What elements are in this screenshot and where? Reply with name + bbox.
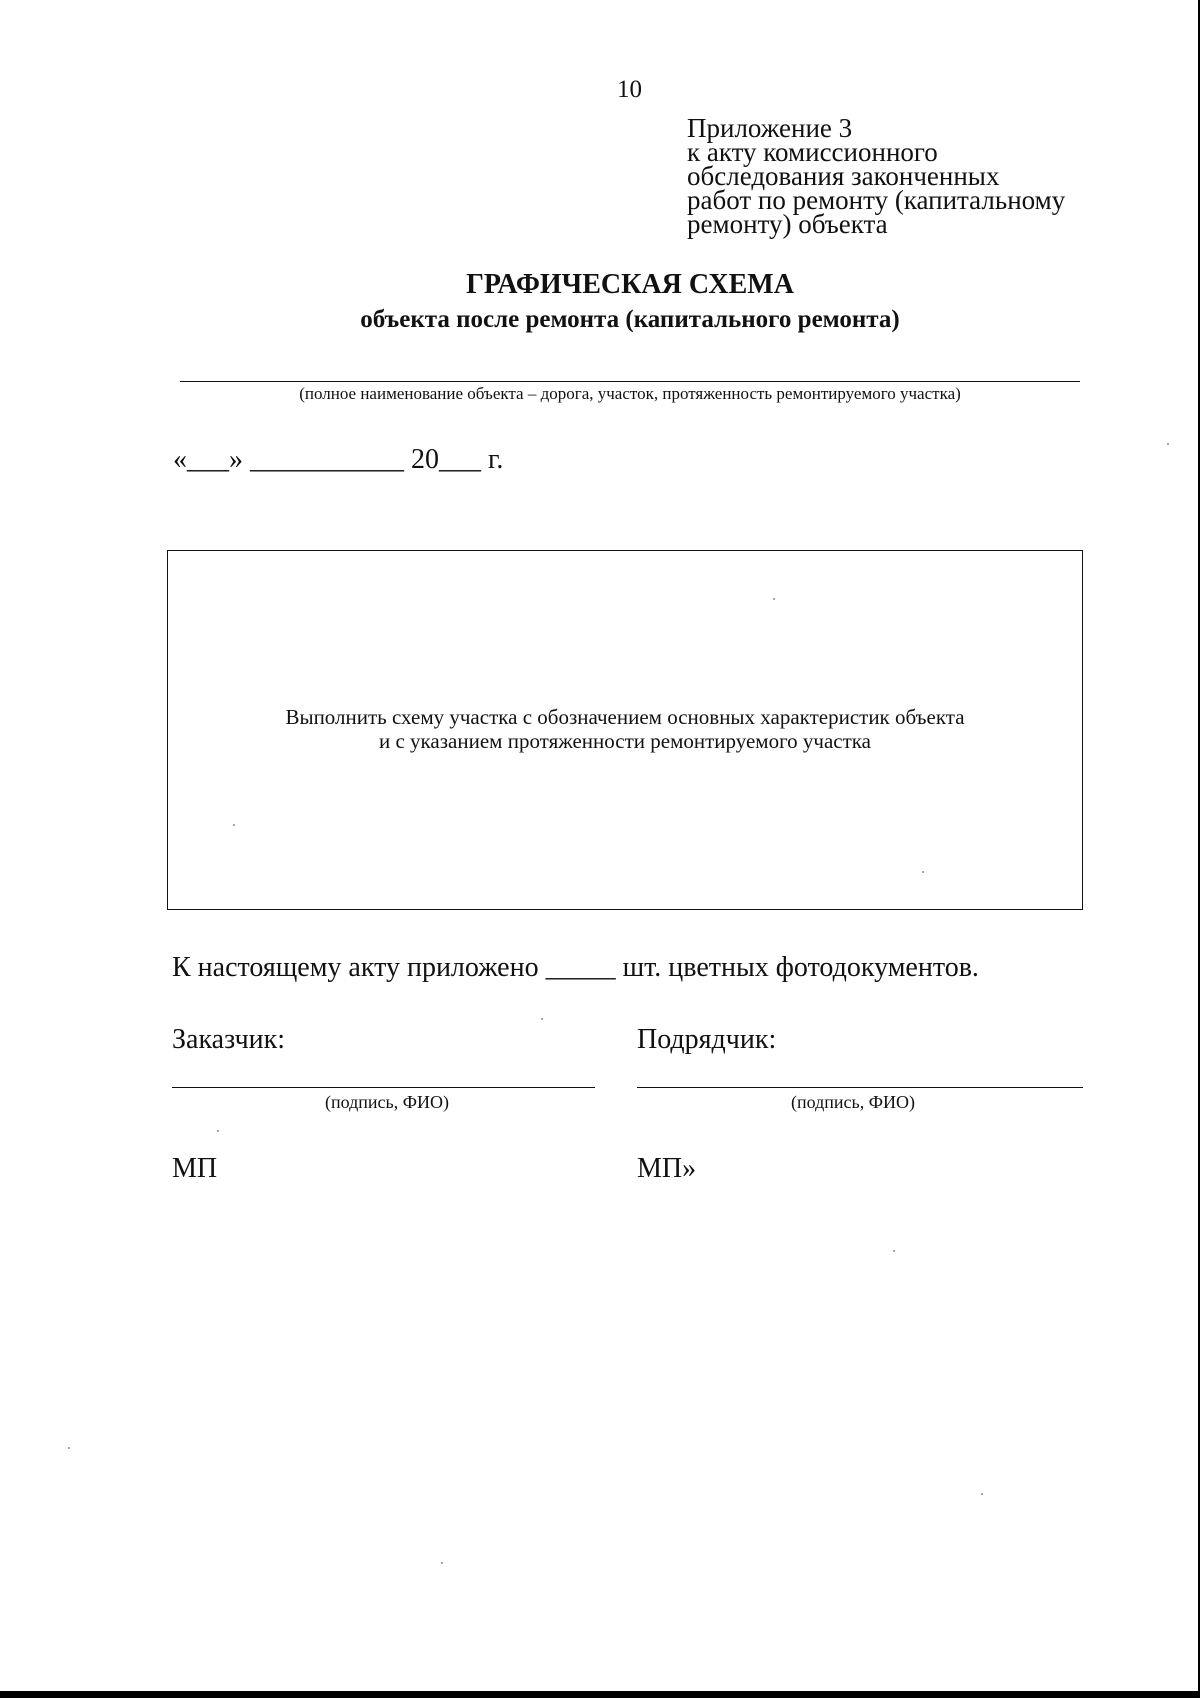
object-name-line	[180, 381, 1080, 382]
scan-speck	[441, 1562, 443, 1564]
customer-signature-caption: (подпись, ФИО)	[325, 1092, 449, 1112]
scheme-box	[167, 550, 1083, 910]
scheme-instruction-line: и с указанием протяженности ремонтируемого участка	[378, 729, 872, 753]
scheme-instruction	[168, 705, 1082, 753]
document-subtitle: объекта после ремонта (капитального ремонта)	[360, 306, 900, 333]
scan-speck	[1167, 443, 1169, 445]
appendix-line: к акту комиссионного	[687, 137, 938, 167]
scan-speck	[217, 1130, 219, 1132]
appendix-line: Приложение 3	[687, 113, 853, 143]
contractor-stamp-place: МП»	[637, 1153, 697, 1184]
scan-edge-bottom	[0, 1691, 1200, 1698]
appendix-line: работ по ремонту (капитальному	[687, 185, 1066, 215]
customer-label: Заказчик:	[172, 1024, 286, 1055]
scan-speck	[68, 1447, 70, 1449]
date-field: «___» ___________ 20___ г.	[173, 444, 504, 475]
photos-attached-line: К настоящему акту приложено _____ шт. цветных фотодокументов.	[172, 952, 979, 983]
customer-signature-line	[172, 1087, 595, 1088]
scan-speck	[541, 1018, 543, 1020]
appendix-line: обследования законченных	[687, 161, 1000, 191]
scan-speck	[773, 598, 775, 600]
object-name-caption: (полное наименование объекта – дорога, участок, протяженность ремонтируемого участка)	[299, 384, 961, 403]
scan-speck	[981, 1493, 983, 1495]
customer-stamp-place: МП	[172, 1153, 218, 1184]
scan-speck	[893, 1250, 895, 1252]
scheme-instruction-line: Выполнить схему участка с обозначением основных характеристик объекта	[285, 705, 965, 729]
scan-speck	[922, 871, 924, 873]
appendix-note	[687, 113, 1066, 239]
appendix-line: ремонту) объекта	[687, 209, 888, 239]
page-number: 10	[617, 76, 642, 103]
document-title: ГРАФИЧЕСКАЯ СХЕМА	[466, 269, 794, 300]
contractor-signature-caption: (подпись, ФИО)	[791, 1092, 915, 1112]
contractor-signature-line	[637, 1087, 1083, 1088]
scan-speck	[233, 824, 235, 826]
contractor-label: Подрядчик:	[637, 1024, 777, 1055]
